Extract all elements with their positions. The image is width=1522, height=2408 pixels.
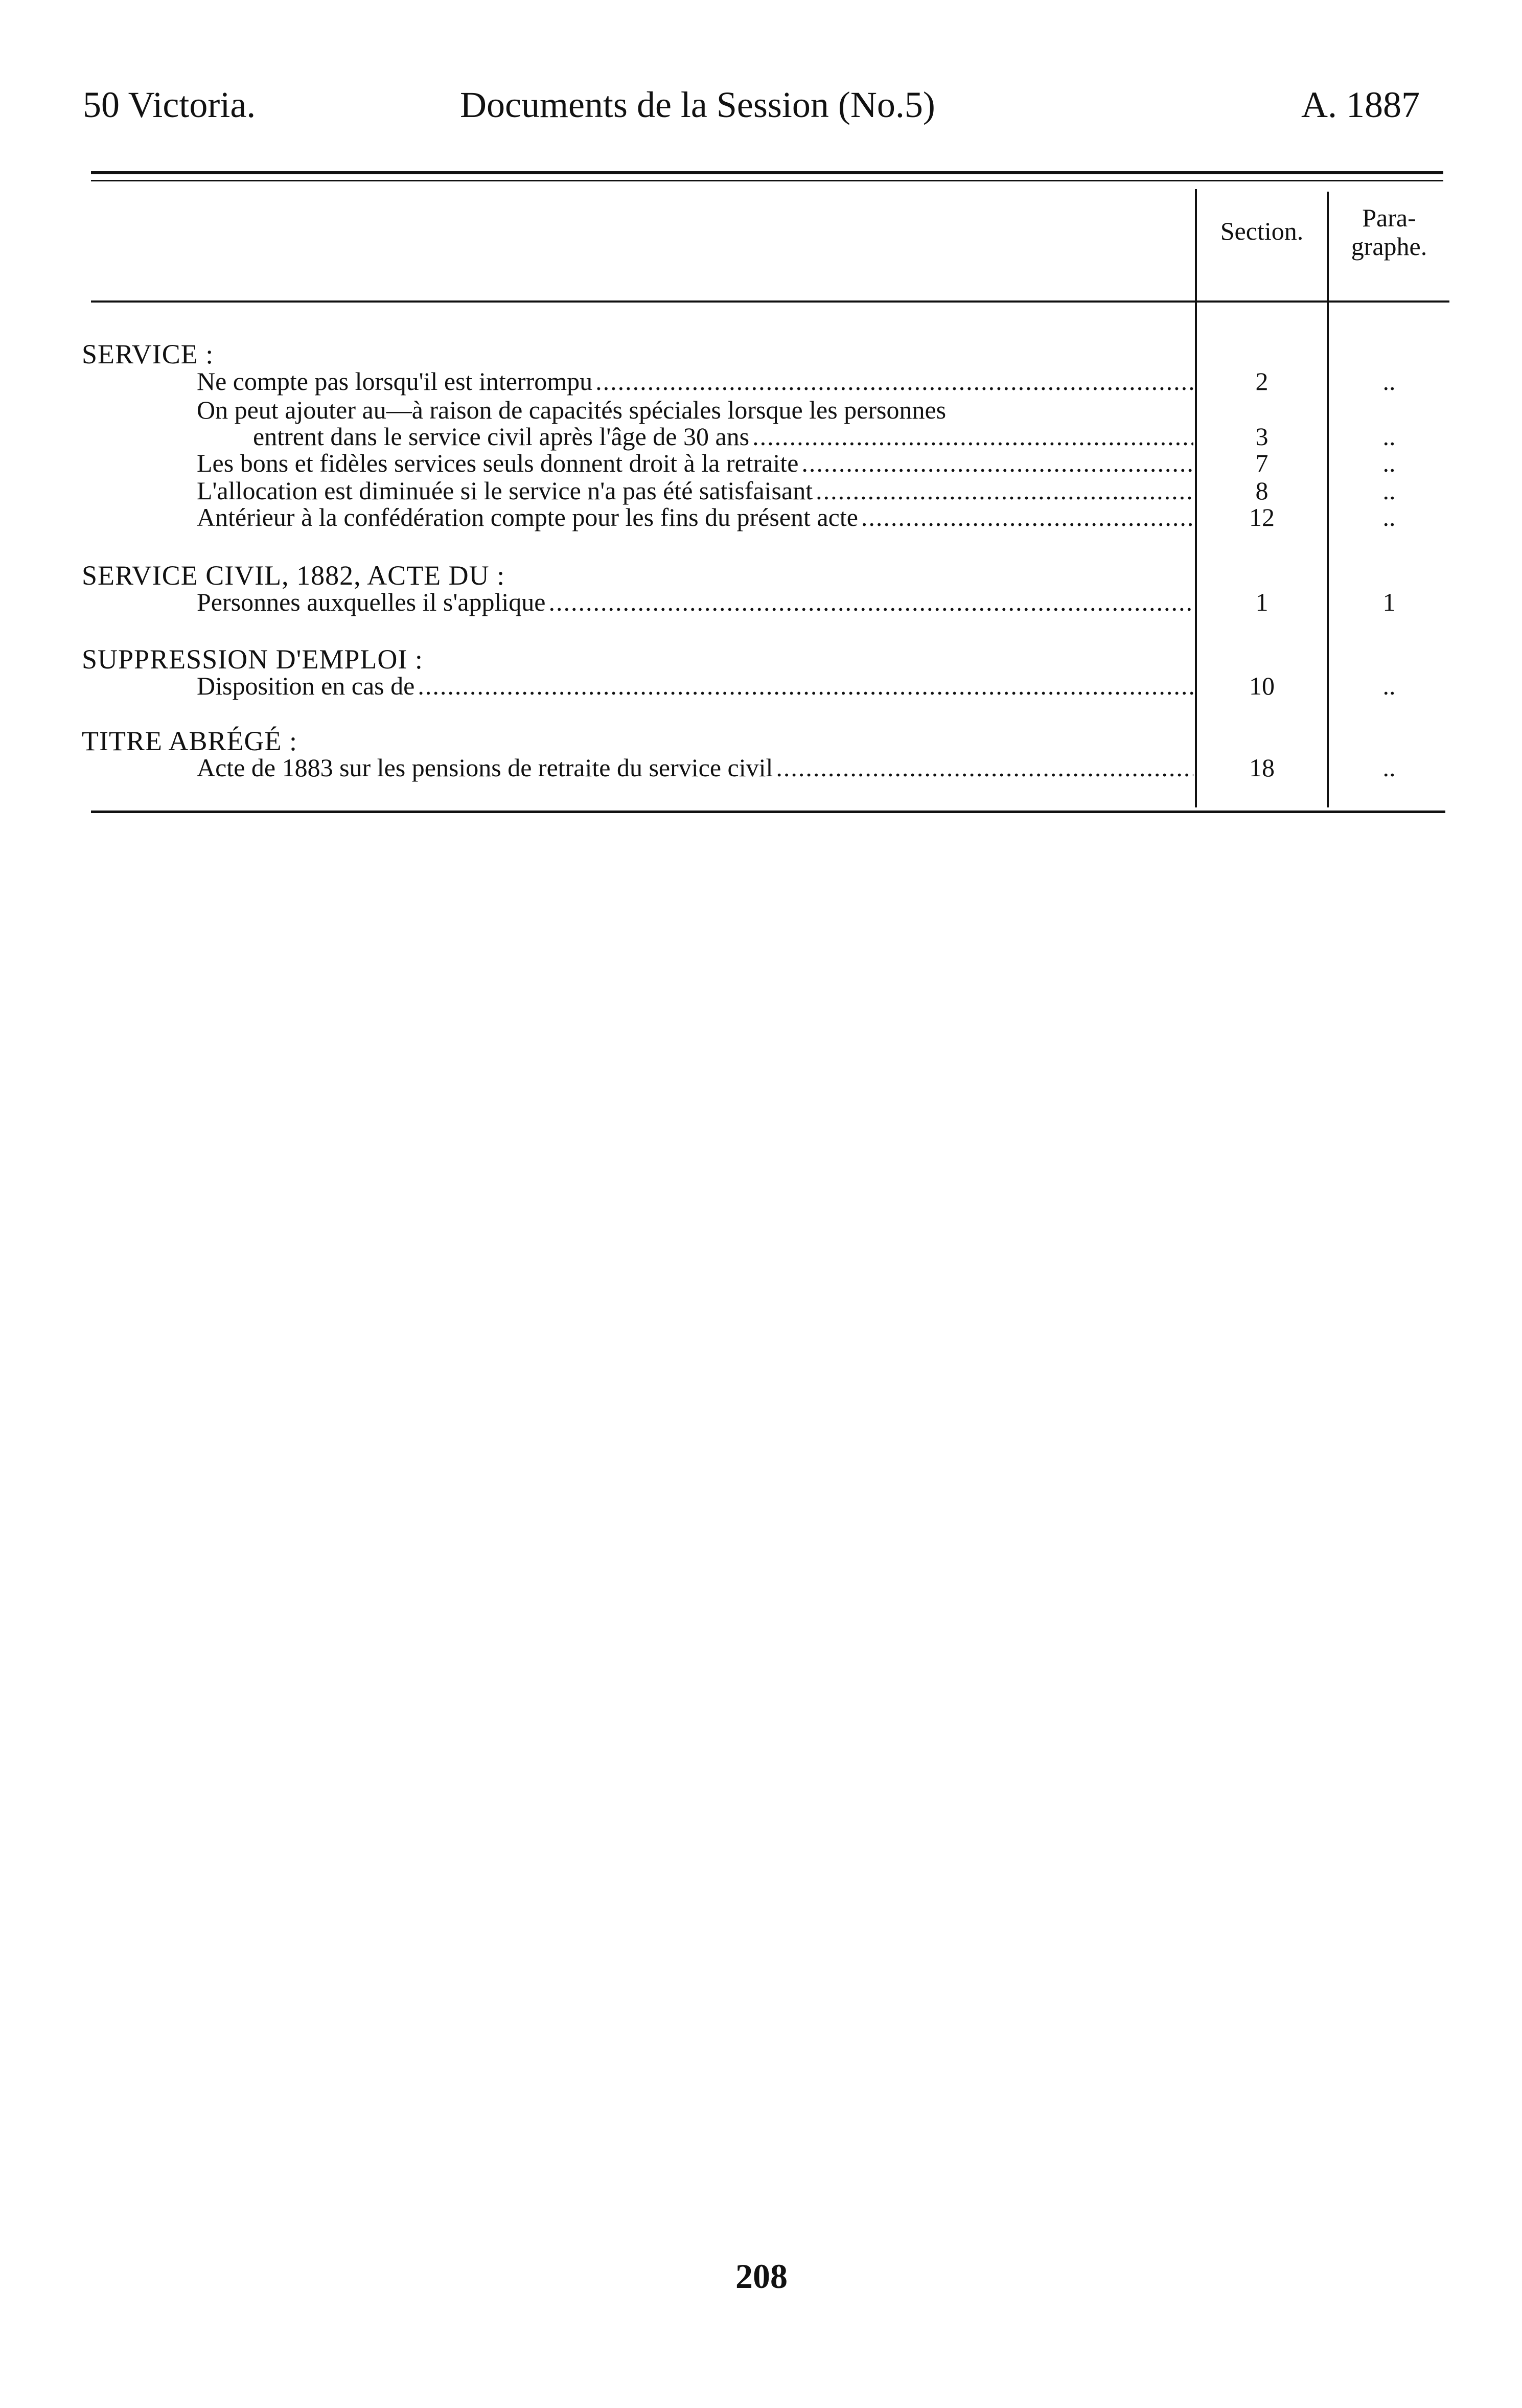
index-entry [197,503,1193,531]
index-entry [197,753,1193,782]
index-entry [197,449,1193,477]
leader-dots [861,503,1193,531]
leader-dots [418,672,1193,700]
section-number: 10 [1249,672,1275,700]
leader-dots [595,367,1193,396]
section-number: 8 [1255,476,1269,505]
page-number: 208 [735,2257,788,2296]
running-header-title: Documents de la Session (No.5) [460,84,935,125]
paragraph-number: .. [1382,422,1396,451]
paragraph-number: .. [1382,672,1396,700]
running-header-left: 50 Victoria. [83,84,256,125]
running-header-year: A. 1887 [1301,84,1420,125]
paragraph-column-label-2: graphe. [1351,232,1427,261]
leader-dots [752,422,1193,451]
index-heading: SERVICE : [82,339,214,369]
index-entry [197,476,1193,505]
paragraph-column-label-1: Para- [1362,203,1416,232]
leader-dots [776,753,1193,782]
paragraph-number: .. [1382,753,1396,782]
section-number: 12 [1249,503,1275,531]
entry-text: Personnes auxquelles il s'applique [197,588,546,616]
table-head-rule [1329,300,1449,303]
index-heading: SUPPRESSION D'EMPLOI : [82,644,423,675]
table-head-rule [1197,300,1327,303]
header-rule [91,171,1443,174]
section-column-label: Section. [1220,217,1304,245]
index-heading: SERVICE CIVIL, 1882, ACTE DU : [82,560,505,591]
table-head-rule [91,300,1195,303]
entry-text: Acte de 1883 sur les pensions de retraite du service civil [197,753,773,782]
paragraph-number: .. [1382,367,1396,396]
leader-dots [801,449,1193,477]
paragraph-column-header [1329,203,1449,261]
section-column-header [1197,217,1327,245]
header-rule-thin [91,180,1443,181]
entry-text: On peut ajouter au—à raison de capacités spéciales lorsque les personnes [197,396,947,424]
paragraph-number: 1 [1382,588,1396,616]
table-bottom-rule [91,811,1445,813]
paragraph-number: .. [1382,476,1396,505]
entry-text: Les bons et fidèles services seuls donnent droit à la retraite [197,449,799,477]
section-number: 1 [1255,588,1269,616]
paragraph-number: .. [1382,449,1396,477]
leader-dots [549,588,1194,616]
entry-text: Disposition en cas de [197,672,415,700]
paragraph-number: .. [1382,503,1396,531]
section-number: 2 [1255,367,1269,396]
entry-text: Antérieur à la confédération compte pour les fins du présent acte [197,503,858,531]
index-entry [197,672,1193,700]
entry-text: Ne compte pas lorsqu'il est interrompu [197,367,593,396]
index-entry-continuation [253,422,1193,451]
index-heading: TITRE ABRÉGÉ : [82,726,297,756]
section-number: 7 [1255,449,1269,477]
index-entry [197,588,1193,616]
index-entry [197,367,1193,396]
index-entry [197,396,1193,424]
leader-dots [816,476,1193,505]
section-number: 18 [1249,753,1275,782]
entry-text-continuation: entrent dans le service civil après l'âge de 30 ans [253,422,750,451]
entry-text: L'allocation est diminuée si le service n'a pas été satisfaisant [197,476,813,505]
section-number: 3 [1255,422,1269,451]
